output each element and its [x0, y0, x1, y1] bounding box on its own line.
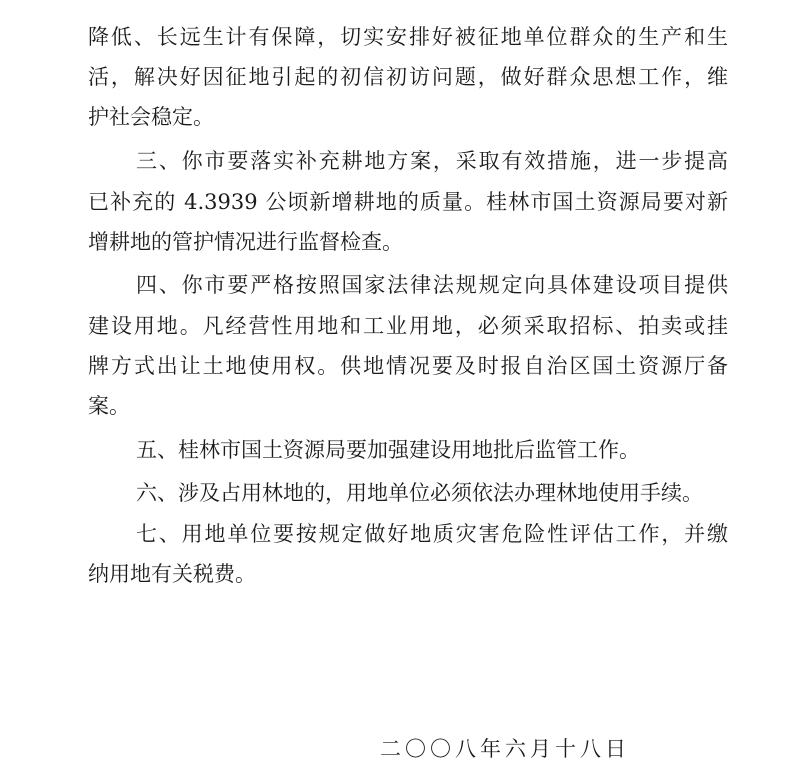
paragraph-line: 六、涉及占用林地的，用地单位必须依法办理林地使用手续。 [136, 481, 703, 505]
paragraph-line: 牌方式出让土地使用权。供地情况要及时报自治区国土资源厅备 [88, 354, 728, 378]
paragraph-line: 建设用地。凡经营性用地和工业用地，必须采取招标、拍卖或挂 [88, 314, 728, 338]
paragraph-line: 四、你市要严格按照国家法律法规规定向具体建设项目提供 [136, 273, 728, 297]
document-date: 二〇〇八年六月十八日 [380, 737, 630, 761]
paragraph-line: 活，解决好因征地引起的初信初访问题，做好群众思想工作，维 [88, 65, 728, 89]
paragraph-line: 七、用地单位要按规定做好地质灾害危险性评估工作，并缴 [136, 522, 728, 546]
paragraph-line: 五、桂林市国土资源局要加强建设用地批后监管工作。 [136, 438, 640, 462]
paragraph-line: 已补充的 4.3939 公顷新增耕地的质量。桂林市国土资源局要对新 [88, 190, 728, 214]
paragraph-line: 案。 [88, 394, 130, 418]
paragraph-line: 降低、长远生计有保障，切实安排好被征地单位群众的生产和生 [88, 25, 728, 49]
paragraph-line: 三、你市要落实补充耕地方案，采取有效措施，进一步提高 [136, 149, 728, 173]
paragraph-line: 增耕地的管护情况进行监督检查。 [88, 230, 403, 254]
paragraph-line: 纳用地有关税费。 [88, 562, 256, 586]
paragraph-line: 护社会稳定。 [88, 105, 214, 129]
